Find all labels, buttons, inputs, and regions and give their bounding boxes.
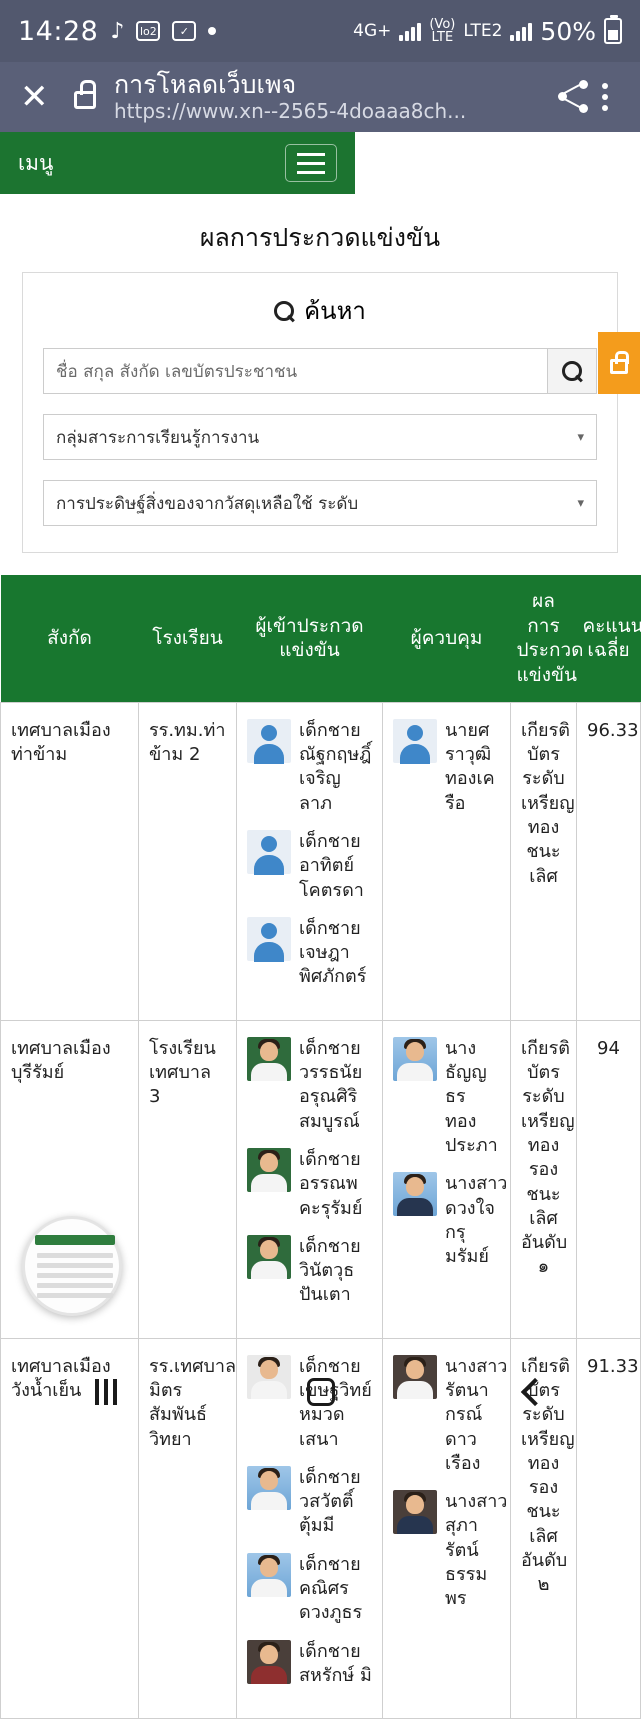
th-contestants: ผู้เข้าประกวดแข่งขัน: [237, 575, 383, 702]
lock-icon: [74, 91, 96, 109]
list-item: [247, 719, 372, 816]
list-item: [393, 1172, 508, 1269]
search-heading-label: ค้นหา: [304, 297, 366, 325]
avatar: [247, 1148, 291, 1192]
search-input[interactable]: ชื่อ สกุล สังกัด เลขบัตรประชาชน: [43, 348, 547, 394]
contestant-name: เด็กชายสหรักษ์ มิ: [299, 1640, 372, 1686]
address-bar[interactable]: [114, 71, 546, 124]
cell-school: รร.เทศบาลมิตรสัมพันธ์วิทยา: [139, 1338, 237, 1719]
table-row: [1, 702, 641, 1020]
search-row: [43, 348, 597, 394]
supervisor-name: นางสาวดวงใจ กรุมรัมย์: [445, 1173, 508, 1268]
contestant-name: เด็กชายณัฐกฤษฎิ์ เจริญลาภ: [299, 719, 372, 814]
table-header-row: [1, 575, 641, 702]
bubble-preview-header: [35, 1235, 115, 1245]
carrier-label: LTE2: [463, 21, 503, 41]
site-brand[interactable]: เมนู: [18, 150, 54, 175]
search-heading: [43, 291, 597, 330]
web-page: [0, 132, 644, 1686]
cell-affiliation: เทศบาลเมืองท่าข้าม: [1, 702, 139, 1020]
menu-toggler-icon[interactable]: [285, 144, 337, 182]
cell-school: โรงเรียนเทศบาล 3: [139, 1020, 237, 1338]
list-item: [247, 1553, 372, 1626]
supervisor-name: นายศราวุฒิ ทองเครือ: [445, 719, 495, 814]
cell-score: 94: [577, 1020, 641, 1338]
signal-bars-icon: [399, 21, 421, 41]
learning-group-select[interactable]: [43, 414, 597, 460]
search-icon: [562, 361, 582, 381]
cell-award: เกียรติบัตรระดับเหรียญทอง ชนะเลิศ: [511, 702, 577, 1020]
th-affiliation: สังกัด: [1, 575, 139, 702]
list-item: [247, 1148, 372, 1221]
cell-score: 91.33: [577, 1338, 641, 1719]
signal-bars-2-icon: [510, 21, 532, 41]
list-item: [247, 1355, 372, 1452]
avatar: [247, 1466, 291, 1510]
page-title-label: การโหลดเว็บเพจ: [114, 69, 297, 99]
avatar: [247, 719, 291, 763]
dot-icon: [208, 27, 216, 35]
network-type-label: 4G+: [353, 21, 392, 41]
floating-screenshot-bubble[interactable]: [22, 1216, 122, 1316]
status-bar-right: [353, 17, 622, 46]
avatar: [247, 830, 291, 874]
contestant-name: เด็กชายวรรธนัย อรุณศิริสมบูรณ์: [299, 1037, 363, 1132]
results-table: [0, 575, 644, 1719]
status-bar-left: [18, 16, 216, 47]
avatar: [247, 1037, 291, 1081]
search-button[interactable]: [547, 348, 597, 394]
close-icon[interactable]: ✕: [20, 77, 49, 117]
lo2-badge-icon: lo2: [136, 21, 160, 41]
bubble-preview-row: [37, 1263, 113, 1268]
volte-icon: (Vo) LTE: [429, 17, 456, 45]
cell-contestants: [237, 1020, 383, 1338]
competition-item-value: การประดิษฐ์สิ่งของจากวัสดุเหลือใช้ ระดับ: [56, 493, 359, 514]
page-heading: ผลการประกวดแข่งขัน: [199, 223, 441, 252]
cell-contestants: [237, 1338, 383, 1719]
list-item: [393, 719, 500, 816]
more-options-icon[interactable]: [590, 83, 620, 111]
contestant-name: เด็กชายวสวัตติ์ ตุ้มมี: [299, 1466, 361, 1537]
status-clock: 14:28: [18, 15, 99, 47]
avatar: [393, 1490, 437, 1534]
list-item: [393, 1355, 508, 1476]
side-lock-tab[interactable]: [598, 332, 640, 394]
th-score: คะแนนเฉลี่ย: [577, 575, 641, 702]
avatar: [247, 1235, 291, 1279]
site-navbar: [0, 132, 355, 194]
search-icon: [274, 301, 294, 321]
list-item: [247, 1640, 372, 1689]
supervisor-name: นางสาวรัตนากรณ์ ดาวเรือง: [445, 1355, 508, 1474]
avatar: [393, 1355, 437, 1399]
avatar: [247, 917, 291, 961]
bubble-preview-row: [37, 1253, 113, 1258]
battery-icon: [604, 18, 622, 44]
chevron-down-icon: ▾: [577, 495, 584, 511]
avatar: [247, 1355, 291, 1399]
avatar: [393, 719, 437, 763]
chevron-down-icon: ▾: [577, 429, 584, 445]
cell-contestants: [237, 702, 383, 1020]
supervisor-name: นางธัญญธร ทองประภา: [445, 1037, 498, 1156]
list-item: [393, 1037, 500, 1158]
cell-award: เกียรติบัตรระดับเหรียญทอง รองชนะเลิศ อันดับ ๑: [511, 1020, 577, 1338]
share-icon[interactable]: [556, 80, 590, 114]
contestant-name: เด็กชายอาทิตย์ โคตรดา: [299, 830, 364, 901]
list-item: [247, 917, 372, 990]
battery-percent-label: 50%: [540, 16, 596, 46]
avatar: [393, 1037, 437, 1081]
tiktok-icon: ♪: [110, 18, 125, 44]
contestant-name: เด็กชายคณิศร ดวงภูธร: [299, 1553, 363, 1624]
list-item: [247, 1235, 372, 1308]
th-award: ผลการประกวดแข่งขัน: [511, 575, 577, 702]
list-item: [247, 1037, 372, 1134]
supervisor-name: นางสาวสุภารัตน์ ธรรมพร: [445, 1491, 508, 1610]
cell-score: 96.33: [577, 702, 641, 1020]
list-item: [247, 830, 372, 903]
cell-affiliation: เทศบาลเมืองวังน้ำเย็น: [1, 1338, 139, 1719]
contestant-name: เด็กชายเจษฎา พิศภักตร์: [299, 917, 367, 988]
th-supervisors: ผู้ควบคุม: [383, 575, 511, 702]
cell-supervisors: [383, 702, 511, 1020]
cell-supervisors: [383, 1338, 511, 1719]
bubble-preview-row: [37, 1293, 113, 1298]
cell-school: รร.ทม.ท่าข้าม 2: [139, 702, 237, 1020]
cell-award: เกียรติบัตรระดับเหรียญทอง รองชนะเลิศ อันดับ ๒: [511, 1338, 577, 1719]
avatar: [247, 1553, 291, 1597]
competition-item-select[interactable]: [43, 480, 597, 526]
lock-icon: [610, 359, 628, 374]
status-bar: [0, 0, 640, 62]
browser-chrome: [0, 62, 640, 132]
contestant-name: เด็กชายอรรณพ คะรุรัมย์: [299, 1148, 363, 1219]
list-item: [393, 1490, 508, 1611]
bubble-preview-row: [37, 1283, 113, 1288]
avatar: [393, 1172, 437, 1216]
list-item: [247, 1466, 372, 1539]
search-panel: [22, 272, 618, 553]
contestant-name: เด็กชายเขษฐวิทย์ หมวดเสนา: [299, 1355, 372, 1450]
contestant-name: เด็กชายวินัตวุธ ปันเตา: [299, 1235, 361, 1306]
avatar: [247, 1640, 291, 1684]
check-badge-icon: ✓: [172, 21, 196, 41]
url-label: https://www.xn--2565-4doaaa8ch...: [114, 99, 467, 124]
bubble-preview-row: [37, 1273, 113, 1278]
cell-affiliation: เทศบาลเมืองบุรีรัมย์: [1, 1020, 139, 1338]
th-school: โรงเรียน: [139, 575, 237, 702]
cell-supervisors: [383, 1020, 511, 1338]
learning-group-value: กลุ่มสาระการเรียนรู้การงาน: [56, 427, 260, 448]
